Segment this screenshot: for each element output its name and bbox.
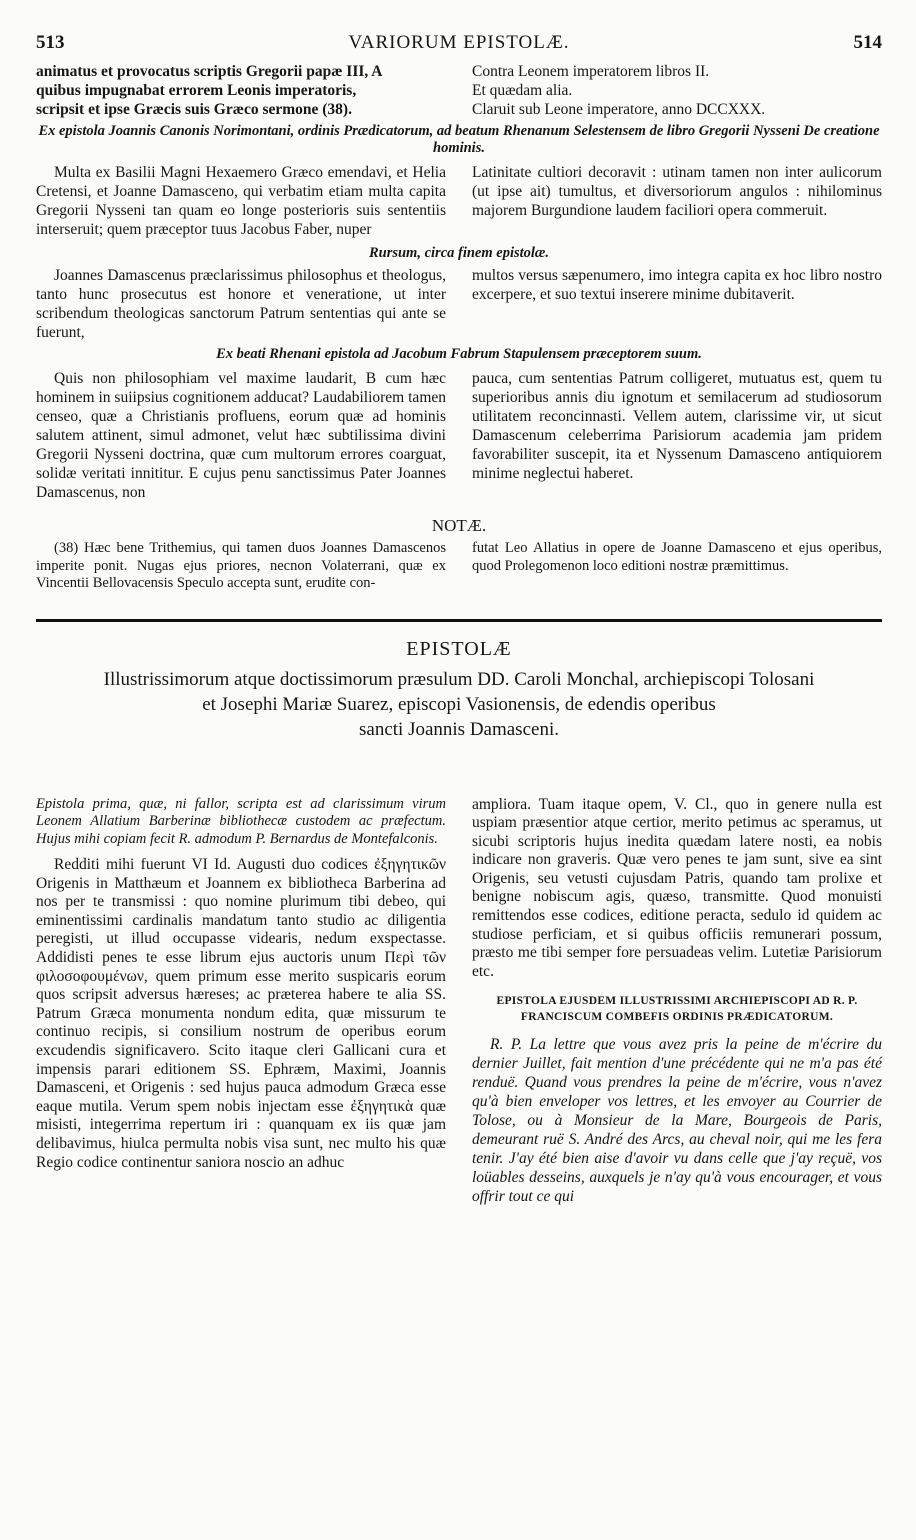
page-header	[36, 32, 882, 62]
section-subtitle-line: et Josephi Mariæ Suarez, episcopi Vasionensis, de edendis operibus	[202, 693, 716, 715]
rursum-right-text: multos versus sæpenumero, imo integra capita ex hoc libro nostro excerpere, et suo textui inserere minime dubitaverit.	[472, 267, 882, 303]
rubric-rursum: Rursum, circa finem epistolæ.	[368, 245, 550, 261]
top-left-line: quibus impugnabat errorem Leonis imperatoris,	[36, 82, 357, 99]
top-right-line: Contra Leonem imperatorem libros II.	[472, 63, 710, 80]
canonis-right-text: Latinitate cultiori decoravit : utinam tamen non inter aulicorum (ut ipse ait) tumultus, et diversoriorum angulos : nihilominus majorem Burgundione laudem faciliori opera commeruit.	[472, 164, 882, 219]
epistola-right-column	[472, 796, 882, 1207]
document-page	[36, 32, 882, 1206]
section-subtitle-line: Illustrissimorum atque doctissimorum præsulum DD. Caroli Monchal, archiepiscopi Tolosani	[103, 668, 815, 690]
section-subtitle-line: sancti Joannis Damasceni.	[359, 718, 559, 740]
epistola-left-column	[36, 796, 446, 1207]
notes-heading: NOTÆ.	[431, 516, 487, 535]
rhenani-right-text: pauca, cum sententias Patrum colligeret, mutuatus est, quem tu superioribus annis diu ignotum et semilacerum ad studiosorum utilitatem reconcinnasti. Vellem autem, clarissime vir, ut sicut Damascenum celeberrima Parisiorum academia jam pridem favorabiliter suscepit, ita et Nyssenum Damasceno antiquiorem minime neglectui haberet.	[472, 370, 882, 482]
french-letter-text: R. P. La lettre que vous avez pris la peine de m'écrire du dernier Juillet, fait mention d'une précédente qui ne m'a pas été renduë. Quand vous prendres la peine de m'écrire, vous n'avez qu'à bien enveloper vos lettres, et les envoyer au Courrier de Tolose, ou à Monsieur de la Mare, Bourgeois de Paris, demeurant ruë S. André des Arcs, au cheval noir, qui me les fera tenir. J'ay été bien aise d'avoir vu dans celle que j'ay reçuë, vos loüables desseins, auxquels je n'ay qu'à vous encourager, et vous offrir tout ce qui	[472, 1036, 882, 1206]
epistola-block	[36, 796, 882, 1207]
notes-left-text: (38) Hæc bene Trithemius, qui tamen duos Joannes Damascenos imperite ponit. Nugas ejus priores, necnon Volaterrani, quæ ex Vincentii Bellovacensis Speculo accepta sunt, erudite con-	[36, 540, 446, 591]
top-left-line: scripsit et ipse Græcis suis Græco sermone (38).	[36, 101, 352, 118]
page-number-right: 514	[853, 32, 882, 53]
epistola-intro: Epistola prima, quæ, ni fallor, scripta est ad clarissimum virum Leonem Allatium Barberinæ bibliothecæ custodem ac præfectum. Hujus mihi copiam fecit R. admodum P. Bernardus de Montefalconis.	[36, 795, 446, 847]
section-title: EPISTOLÆ	[406, 637, 512, 660]
epistola-body-right: ampliora. Tuam itaque opem, V. Cl., quo in genere nulla est uspiam præsentior atque certior, merito petimus ac speramus, ut sicubi scriptoris hujus inedita quædam latere nosti, ea nobis indicare non graveris. Quæ vero penes te jam sunt, sive ea sint Origenis, seu vetusti cujusdam Patris, quando tam prolixe et benigne nobiscum agis, quæso, transmitte. Quod monuisti remittendos esse codices, editione peracta, sedulo id quidem ac studiose perficiam, et si quibus officiis remunerari possum, præsto me tibi semper fore persuadeas velim. Lutetiæ Parisiorum etc.	[472, 795, 882, 980]
rursum-block	[36, 266, 882, 342]
rubric-rhenani: Ex beati Rhenani epistola ad Jacobum Fabrum Stapulensem præceptorem suum.	[216, 346, 702, 362]
top-left-column	[36, 62, 446, 119]
top-right-line: Et quædam alia.	[472, 82, 573, 99]
page-number-left: 513	[36, 32, 65, 53]
top-right-column	[472, 62, 882, 119]
notes-right-text: futat Leo Allatius in opere de Joanne Damasceno et ejus operibus, quod Prolegomenon loco editioni nostræ præmittimus.	[472, 540, 882, 574]
section-divider	[36, 619, 882, 622]
rhenani-block	[36, 369, 882, 502]
top-block	[36, 62, 882, 119]
running-title: VARIORUM EPISTOLÆ.	[348, 32, 570, 53]
epistola-body-left: Redditi mihi fuerunt VI Id. Augusti duo codices ἐξηγητικῶν Origenis in Matthæum et Joannem ex bibliotheca Barberina ad nos per te transmissi : quo nomine plurimum tibi debeo, qui eminentissimi cardinalis mandatum tanto studio ac diligentia peregisti, ut illud occupasse videaris, nedum exspectasse. Addidisti penes te esse librum ejus auctoris unum Περὶ τῶν φιλοσοφουμένων, quem primum esse merito suspicaris eorum quos scripsit adversus hæreses; ac præterea habere te alia SS. Patrum Græca monumenta nondum edita, quæ missurum te continuo recipis, si consilium nostrum de operibus eorum excudendis significavero. Scito itaque cleri Gallicani cura et impensis parari editionem SS. Ephræm, Maximi, Joannis Damasceni, et Origenis : sed hujus pauca admodum Græca esse eaque mutila. Verum spem nobis injectam esse ἐξηγητικὰ quæ misisti, integerrima repertum iri : quanquam ex iis quæ jam delibavimus, hiulca permulta nobis visa sunt, nec multo his quæ Regio codice continentur saniora noscio an adhuc	[36, 856, 446, 1171]
rubric-canonis: Ex epistola Joannis Canonis Norimontani, ordinis Prædicatorum, ad beatum Rhenanum Selestensem de libro Gregorii Nysseni De creatione hominis.	[38, 123, 880, 156]
rhenani-left-text: Quis non philosophiam vel maxime laudarit, B cum hæc hominem in suiipsius cognitionem adducat? Laudabiliorem tamen censeo, quæ a Christianis profluens, eorum quæ ad hominis salutem attinent, simul admonet, velut hæc subtilissima divini Gregorii Nysseni doctrina, quæ cum multorum errores coarguat, solidæ veritati innititur. E cujus penu sanctissimus Pater Joannes Damascenus, non	[36, 370, 446, 501]
notes-block	[36, 540, 882, 593]
rursum-left-text: Joannes Damascenus præclarissimus philosophus et theologus, tanto hunc prosecutus est honore et veneratione, ut inter scribendum theologicas sanctorum Patrum sententias qui ante se fuerunt,	[36, 267, 446, 341]
top-left-line: animatus et provocatus scriptis Gregorii papæ III, A	[36, 63, 383, 80]
top-right-line: Claruit sub Leone imperatore, anno DCCXXX.	[472, 101, 766, 118]
second-letter-heading: EPISTOLA EJUSDEM ILLUSTRISSIMI ARCHIEPISCOPI AD R. P. FRANCISCUM COMBEFIS ORDINIS PRÆDICATORUM.	[496, 995, 858, 1024]
section-subtitle	[36, 667, 882, 742]
canonis-left-text: Multa ex Basilii Magni Hexaemero Græco emendavi, et Helia Cretensi, et Joanne Damasceno, qui verbatim etiam multa capita Gregorii Nysseni tan quam eo longe posterioris suis sententiis interseruit; quem præceptor tuus Jacobus Faber, nuper	[36, 164, 446, 238]
canonis-block	[36, 163, 882, 239]
